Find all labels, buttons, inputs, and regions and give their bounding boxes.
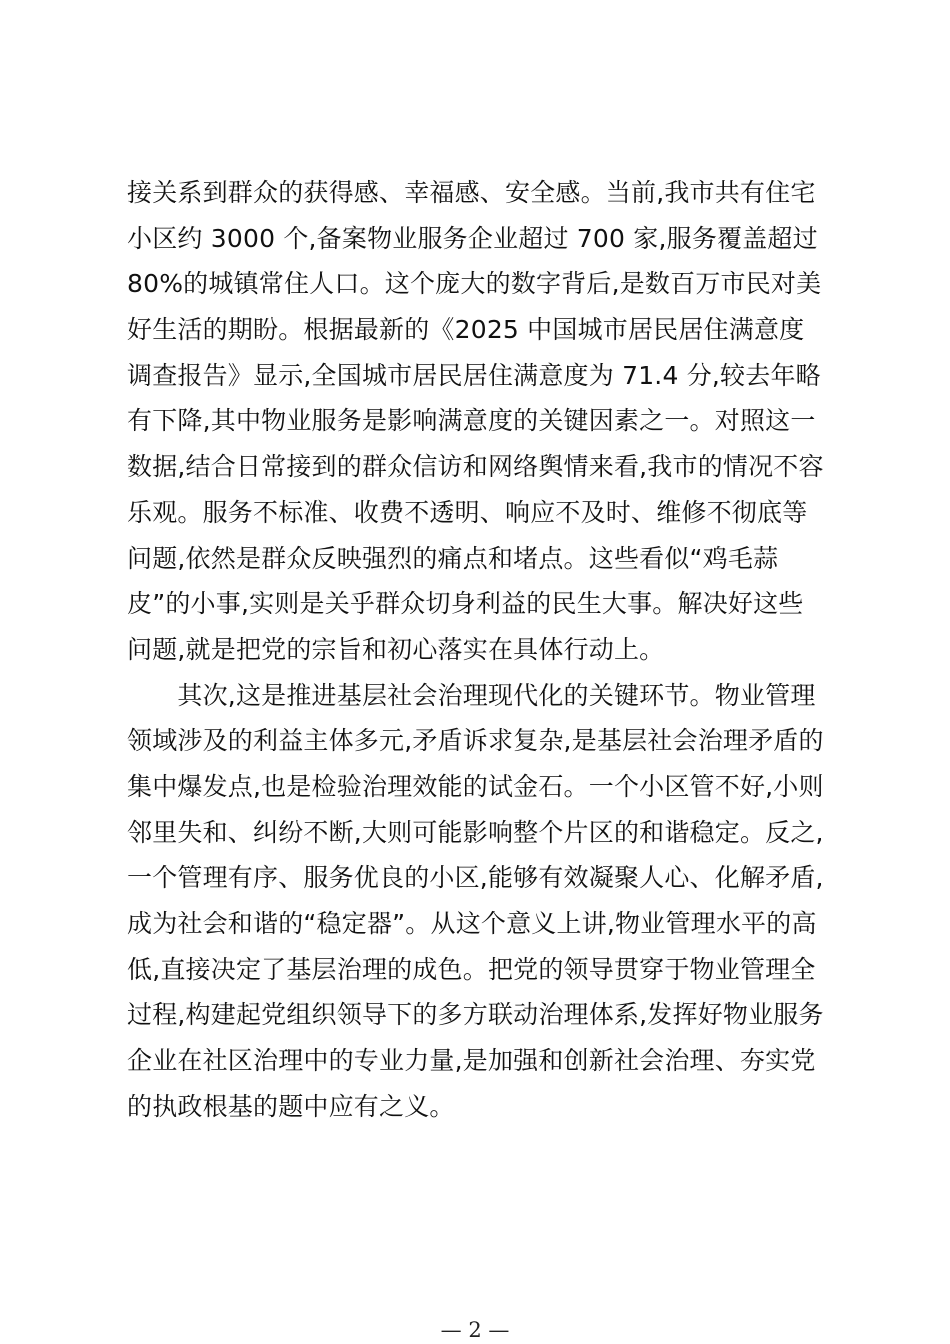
text-line: 数据,结合日常接到的群众信访和网络舆情来看,我市的情况不容 (127, 452, 824, 482)
text-line: 好生活的期盼。根据最新的《2025 中国城市居民居住满意度 (127, 315, 805, 345)
text-line: 80%的城镇常住人口。这个庞大的数字背后,是数百万市民对美 (127, 269, 822, 299)
text-line: 乐观。服务不标准、收费不透明、响应不及时、维修不彻底等 (127, 497, 808, 527)
text-line: 有下降,其中物业服务是影响满意度的关键因素之一。对照这一 (127, 406, 816, 436)
text-line: 小区约 3000 个,备案物业服务企业超过 700 家,服务覆盖超过 (127, 223, 818, 253)
text-line: 问题,依然是群众反映强烈的痛点和堵点。这些看似“鸡毛蒜 (127, 543, 779, 573)
text-line: 问题,就是把党的宗旨和初心落实在具体行动上。 (127, 634, 665, 664)
text-line: 企业在社区治理中的专业力量,是加强和创新社会治理、夯实党 (127, 1046, 816, 1076)
text-line: 过程,构建起党组织领导下的多方联动治理体系,发挥好物业服务 (127, 1000, 824, 1030)
text-line: 调查报告》显示,全国城市居民居住满意度为 71.4 分,较去年略 (127, 360, 821, 390)
text-line: 成为社会和谐的“稳定器”。从这个意义上讲,物业管理水平的高 (127, 909, 817, 938)
text-line: 其次,这是推进基层社会治理现代化的关键环节。物业管理 (127, 680, 816, 710)
text-line: 接关系到群众的获得感、幸福感、安全感。当前,我市共有住宅 (127, 178, 816, 207)
text-line: 领域涉及的利益主体多元,矛盾诉求复杂,是基层社会治理矛盾的 (127, 726, 824, 756)
body-text (127, 170, 837, 1129)
text-line: 集中爆发点,也是检验治理效能的试金石。一个小区管不好,小则 (127, 771, 824, 801)
text-line: 邻里失和、纠纷不断,大则可能影响整个片区的和谐稳定。反之, (127, 817, 824, 847)
text-line: 的执政根基的题中应有之义。 (127, 1091, 455, 1121)
text-line: 皮”的小事,实则是关乎群众切身利益的民生大事。解决好这些 (127, 589, 804, 619)
page-number: — 2 — (440, 1318, 510, 1342)
text-line: 低,直接决定了基层治理的成色。把党的领导贯穿于物业管理全 (127, 954, 816, 984)
text-line: 一个管理有序、服务优良的小区,能够有效凝聚人心、化解矛盾, (127, 863, 824, 893)
